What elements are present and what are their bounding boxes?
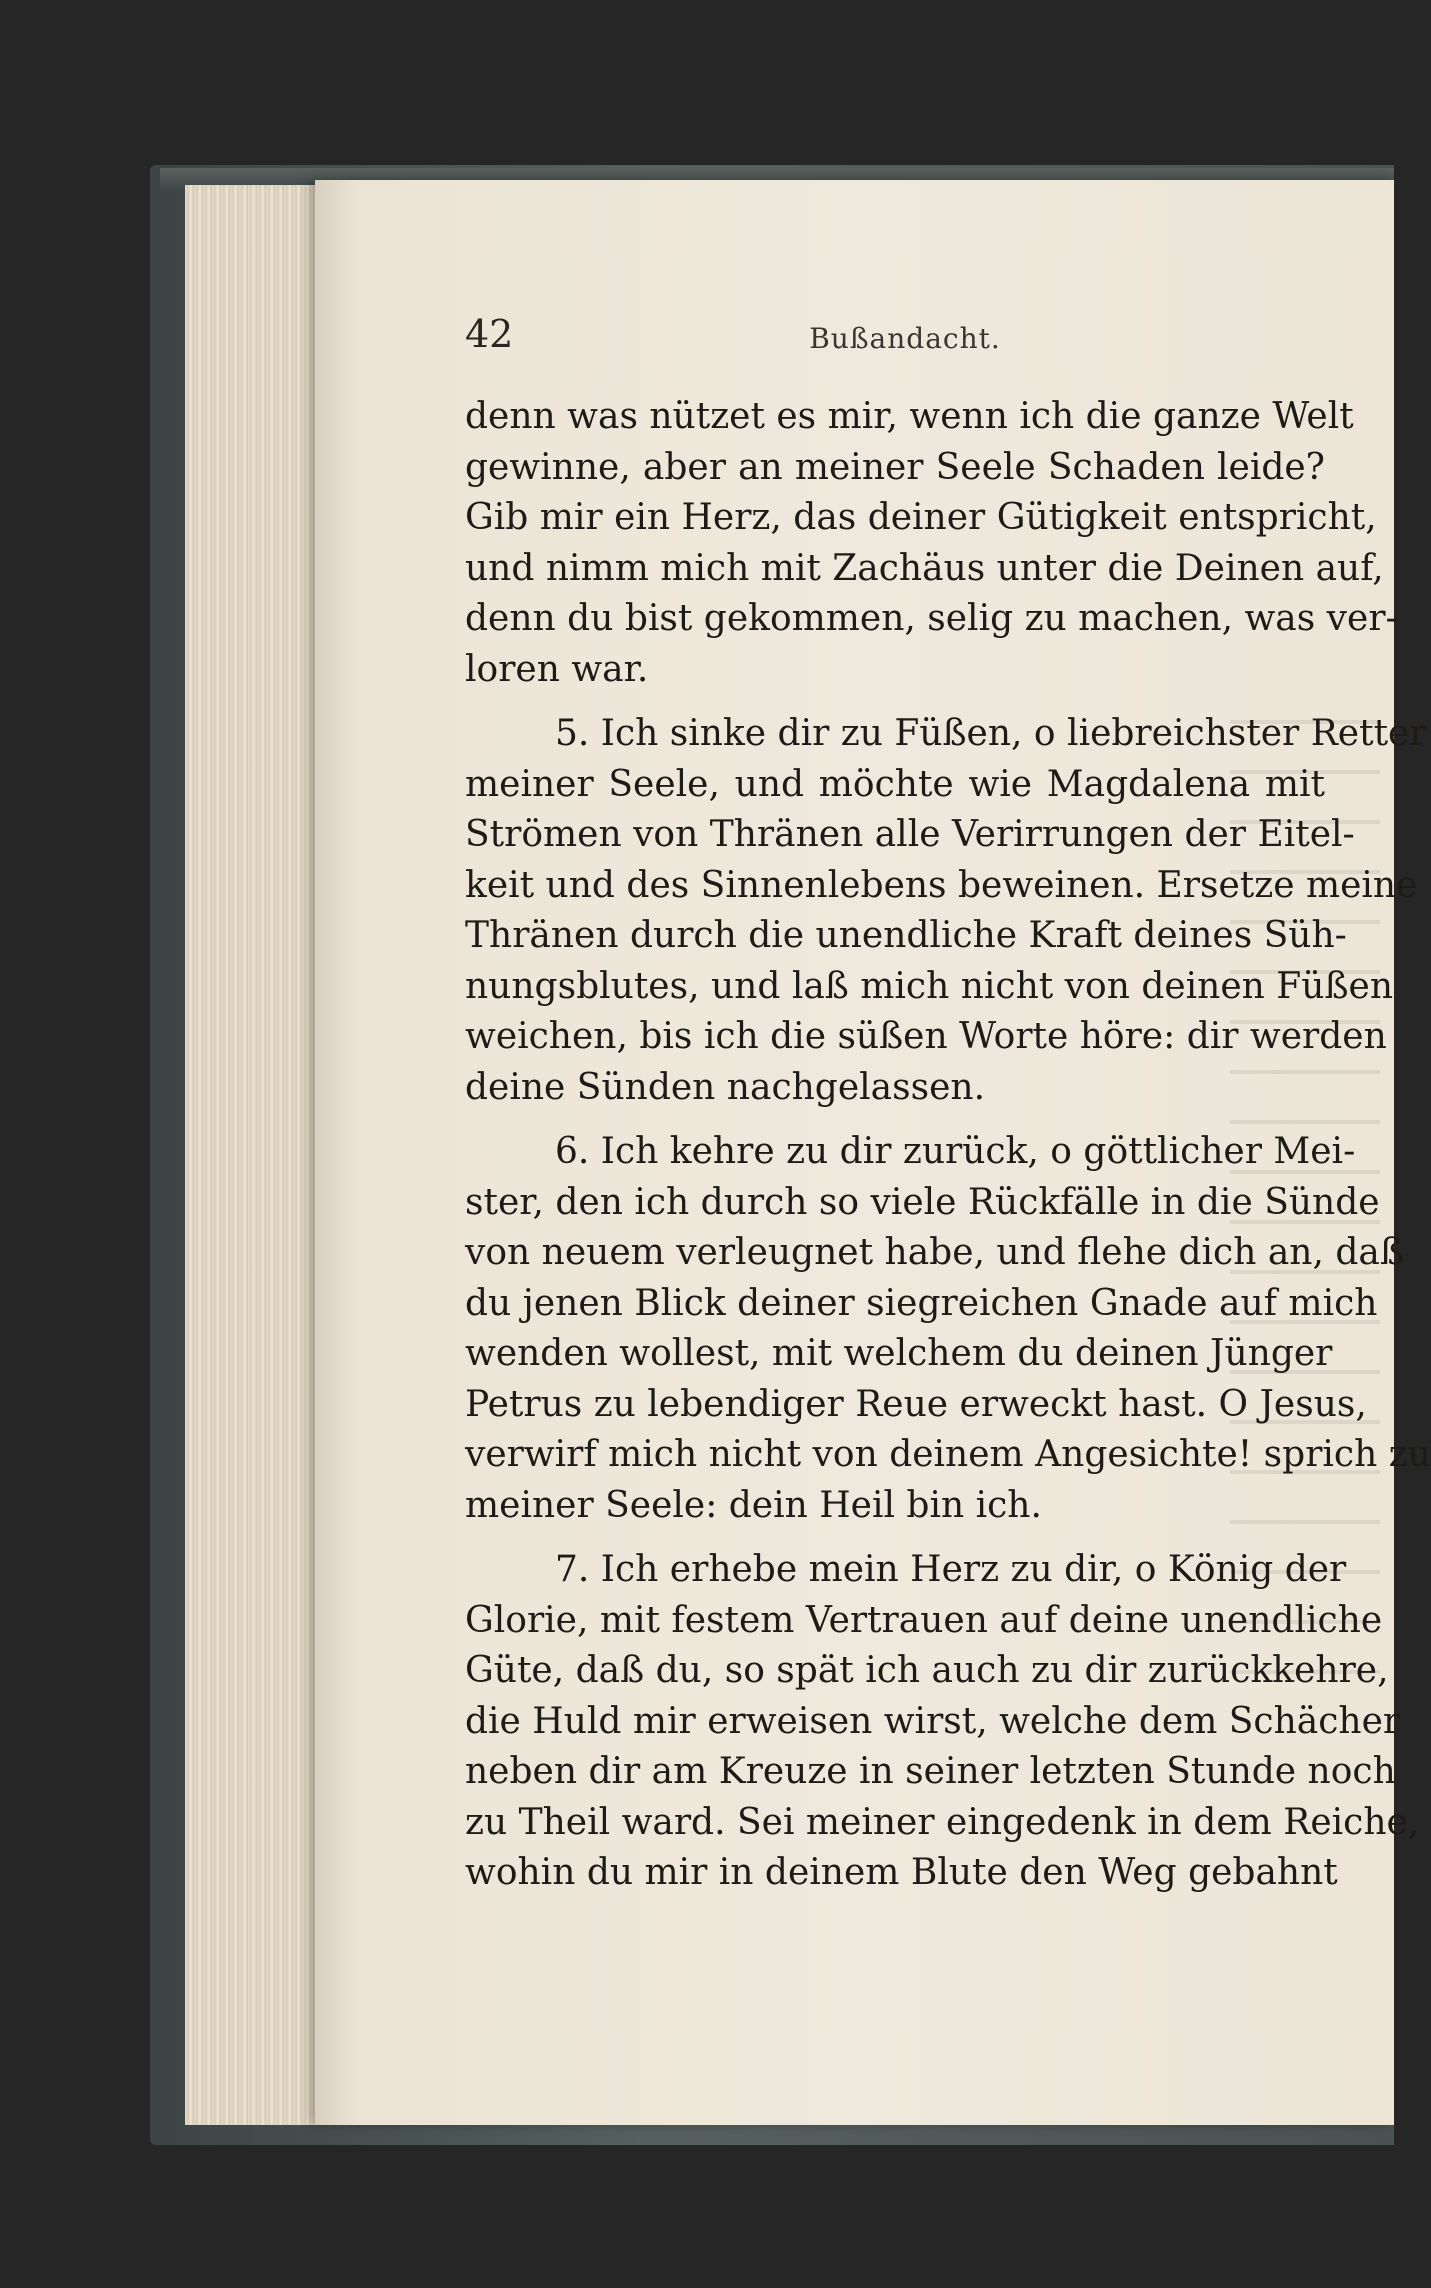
text-line: verwirf mich nicht von deinem Angesichte! sprich zu xyxy=(465,1434,1431,1475)
running-head: Bußandacht. xyxy=(809,322,1001,355)
text-line: zu Theil ward. Sei meiner eingedenk in dem Reiche, xyxy=(465,1801,1420,1843)
paragraph-5 xyxy=(465,709,1427,1113)
text-line: Gib mir ein Herz, das deiner Gütigkeit entspricht, xyxy=(465,497,1377,538)
text-line: von neuem verleugnet habe, und flehe dich an, daß xyxy=(465,1232,1404,1273)
text-line: 6. Ich kehre zu dir zurück, o göttlicher Mei- xyxy=(555,1131,1356,1172)
text-line: keit und des Sinnenlebens beweinen. Ersetze meine xyxy=(465,864,1418,906)
page-edges xyxy=(185,185,335,2125)
text-line: denn du bist gekommen, selig zu machen, was ver- xyxy=(465,598,1398,639)
text-line: und nimm mich mit Zachäus unter die Deinen auf, xyxy=(465,547,1384,589)
text-line: nungsblutes, und laß mich nicht von deinen Füßen xyxy=(465,965,1394,1007)
text-line: Thränen durch die unendliche Kraft deines Süh- xyxy=(465,915,1347,956)
text-line: gewinne, aber an meiner Seele Schaden leide? xyxy=(465,446,1325,488)
text-line: Strömen von Thränen alle Verirrungen der Eitel- xyxy=(465,814,1355,855)
text-line: wenden wollest, mit welchem du deinen Jünger xyxy=(465,1333,1333,1374)
text-line: loren war. xyxy=(465,648,649,690)
paragraph-1 xyxy=(465,392,1398,695)
text-line: neben dir am Kreuze in seiner letzten Stunde noch xyxy=(465,1751,1396,1792)
page-header xyxy=(465,312,1345,382)
text-line: Güte, daß du, so spät ich auch zu dir zurückkehre, xyxy=(465,1650,1389,1691)
text-line: 7. Ich erhebe mein Herz zu dir, o König der xyxy=(555,1549,1347,1590)
text-line: 5. Ich sinke dir zu Füßen, o liebreichster Retter xyxy=(555,713,1427,754)
text-line: weichen, bis ich die süßen Worte höre: dir werden xyxy=(465,1016,1387,1057)
text-line: du jenen Blick deiner siegreichen Gnade auf mich xyxy=(465,1282,1378,1324)
page-number: 42 xyxy=(465,312,514,356)
text-line: meiner Seele: dein Heil bin ich. xyxy=(465,1484,1042,1526)
text-line: Petrus zu lebendiger Reue erweckt hast. O Jesus, xyxy=(465,1383,1367,1425)
text-line: wohin du mir in deinem Blute den Weg gebahnt xyxy=(465,1852,1338,1893)
text-line: Glorie, mit festem Vertrauen auf deine unendliche xyxy=(465,1599,1383,1641)
text-line: ster, den ich durch so viele Rückfälle in die Sünde xyxy=(465,1181,1380,1223)
text-line: deine Sünden nachgelassen. xyxy=(465,1066,986,1108)
text-line: meiner Seele, und möchte wie Magdalena mit xyxy=(465,763,1325,805)
body-text xyxy=(465,392,1431,1913)
text-line: denn was nützet es mir, wenn ich die ganze Welt xyxy=(465,396,1354,437)
paragraph-7 xyxy=(465,1545,1420,1899)
text-line: die Huld mir erweisen wirst, welche dem Schächer xyxy=(465,1700,1401,1742)
paragraph-6 xyxy=(465,1127,1431,1531)
